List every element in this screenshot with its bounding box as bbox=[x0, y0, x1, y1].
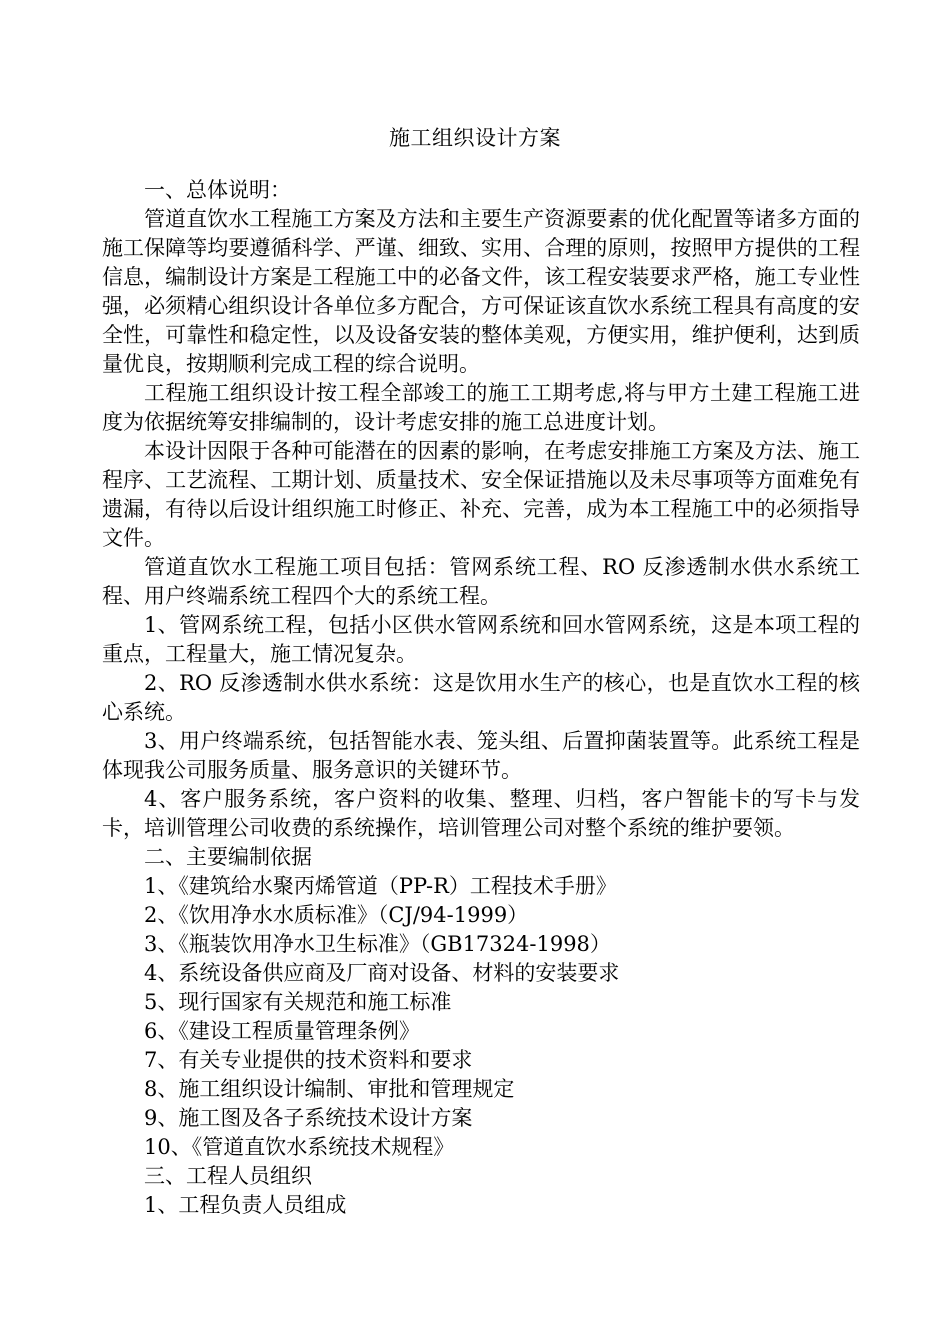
list-item: 2、RO 反渗透制水供水系统：这是饮用水生产的核心，也是直饮水工程的核心系统。 bbox=[102, 671, 860, 724]
list-item: 5、现行国家有关规范和施工标准 bbox=[144, 990, 452, 1014]
list-item: 8、施工组织设计编制、审批和管理规定 bbox=[144, 1077, 515, 1101]
list-item: 2、《饮用净水水质标准》（CJ/94-1999） bbox=[144, 903, 529, 927]
list-item: 6、《建设工程质量管理条例》 bbox=[144, 1019, 420, 1043]
section-heading: 三、工程人员组织 bbox=[144, 1164, 312, 1188]
list-item: 1、工程负责人员组成 bbox=[144, 1193, 347, 1217]
list-item: 4、客户服务系统，客户资料的收集、整理、归档，客户智能卡的写卡与发卡，培训管理公司收费的系统操作，培训管理公司对整个系统的维护要领。 bbox=[102, 787, 860, 840]
list-item: 3、《瓶装饮用净水卫生标准》（GB17324-1998） bbox=[144, 932, 611, 956]
paragraph: 管道直饮水工程施工方案及方法和主要生产资源要素的优化配置等诸多方面的施工保障等均要遵循科学、严谨、细致、实用、合理的原则，按照甲方提供的工程信息，编制设计方案是工程施工中的必备文件，该工程安装要求严格，施工专业性强，必须精心组织设计各单位多方配合，方可保证该直饮水系统工程具有高度的安全性，可靠性和稳定性，以及设备安装的整体美观，方便实用，维护便利，达到质量优良，按期顺利完成工程的综合说明。 bbox=[102, 207, 860, 376]
list-item: 4、系统设备供应商及厂商对设备、材料的安装要求 bbox=[144, 961, 620, 985]
list-item: 1、管网系统工程，包括小区供水管网系统和回水管网系统，这是本项工程的重点，工程量大，施工情况复杂。 bbox=[102, 613, 860, 666]
list-item: 3、用户终端系统，包括智能水表、笼头组、后置抑菌装置等。此系统工程是体现我公司服务质量、服务意识的关键环节。 bbox=[102, 729, 860, 782]
list-item: 1、《建筑给水聚丙烯管道（PP-R）工程技术手册》 bbox=[144, 874, 617, 898]
paragraph: 本设计因限于各种可能潜在的因素的影响，在考虑安排施工方案及方法、施工程序、工艺流程、工期计划、质量技术、安全保证措施以及未尽事项等方面难免有遗漏，有待以后设计组织施工时修正、补充、完善，成为本工程施工中的必须指导文件。 bbox=[102, 439, 860, 550]
list-item: 9、施工图及各子系统技术设计方案 bbox=[144, 1106, 473, 1130]
list-item: 7、有关专业提供的技术资料和要求 bbox=[144, 1048, 473, 1072]
paragraph: 工程施工组织设计按工程全部竣工的施工工期考虑,将与甲方土建工程施工进度为依据统筹安排编制的，设计考虑安排的施工总进度计划。 bbox=[102, 381, 860, 434]
list-item: 10、《管道直饮水系统技术规程》 bbox=[144, 1135, 455, 1159]
document-title: 施工组织设计方案 bbox=[389, 126, 561, 150]
paragraph: 管道直饮水工程施工项目包括：管网系统工程、RO 反渗透制水供水系统工程、用户终端系统工程四个大的系统工程。 bbox=[102, 555, 860, 608]
section-heading: 二、主要编制依据 bbox=[144, 845, 312, 869]
section-heading: 一、总体说明： bbox=[144, 178, 291, 202]
document-body bbox=[102, 176, 860, 1220]
